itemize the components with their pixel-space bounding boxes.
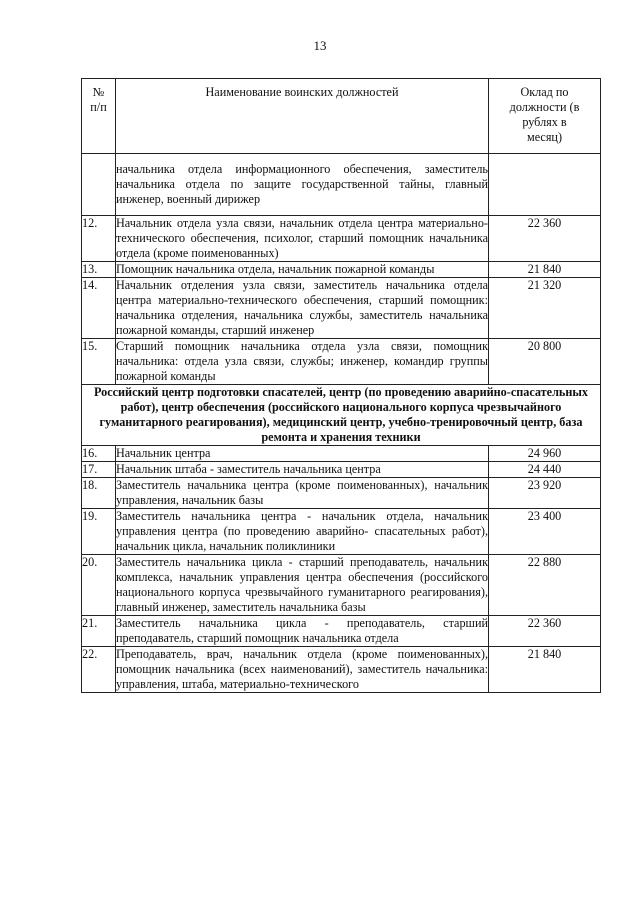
positions-table [81, 78, 601, 693]
table-row [82, 278, 601, 339]
row-salary: 23 920 [489, 478, 601, 509]
row-salary: 21 840 [489, 262, 601, 278]
row-position-name: Начальник штаба - заместитель начальника центра [116, 462, 489, 478]
row-number: 14. [82, 278, 116, 339]
table-row [82, 555, 601, 616]
row-number: 21. [82, 616, 116, 647]
row-position-name: Заместитель начальника цикла - старший преподаватель, начальник комплекса, начальник управления центра обеспечения (российского национального корпуса чрезвычайного гуманитарного реагирования), главный инженер, заместитель начальника базы [116, 555, 488, 614]
row-salary [489, 154, 601, 216]
table-header-row [82, 79, 601, 154]
header-number-text: № п/п [90, 85, 107, 114]
table-row [82, 478, 601, 509]
row-salary: 22 360 [489, 616, 601, 647]
page-number: 13 [313, 38, 327, 53]
row-number: 13. [82, 262, 116, 278]
row-salary: 23 400 [489, 509, 601, 555]
row-number: 20. [82, 555, 116, 616]
row-position-name: Старший помощник начальника отдела узла связи, помощник начальника: отдела узла связи, службы; инженер, командир группы пожарной команды [116, 339, 488, 383]
row-position-name: Помощник начальника отдела, начальник пожарной команды [116, 262, 489, 278]
row-number [82, 154, 116, 216]
header-salary [489, 79, 601, 154]
row-number: 15. [82, 339, 116, 385]
row-position-name: начальника отдела информационного обеспечения, заместитель начальника отдела по защите государственной тайны, главный инженер, военный дирижер [116, 154, 489, 216]
row-salary: 24 440 [489, 462, 601, 478]
header-position-name: Наименование воинских должностей [116, 79, 489, 154]
row-salary: 24 960 [489, 446, 601, 462]
table-row [82, 462, 601, 478]
row-position-name: Начальник отделения узла связи, заместитель начальника отдела центра материально-технического обеспечения, старший помощник: начальника отделения, начальника службы, заместитель начальника пожарной команды, старший инженер [116, 278, 488, 337]
row-number: 18. [82, 478, 116, 509]
header-salary-text: Оклад по должности (в рублях в месяц) [509, 85, 580, 144]
row-salary: 21 840 [489, 647, 601, 693]
row-number: 22. [82, 647, 116, 693]
row-number: 19. [82, 509, 116, 555]
row-number: 16. [82, 446, 116, 462]
table-row [82, 647, 601, 693]
section-title: Российский центр подготовки спасателей, центр (по проведению аварийно-спасательных работ), центр обеспечения (российского национального корпуса чрезвычайного гуманитарного реагирования), медицинский центр, учебно-тренировочный центр, база ремонта и хранения техники [82, 385, 601, 446]
row-position-name: Преподаватель, врач, начальник отдела (кроме поименованных), помощник начальника (всех наименований), заместитель начальника: управления, штаба, материально-технического [116, 647, 488, 691]
row-number: 17. [82, 462, 116, 478]
row-position-name: Начальник центра [116, 446, 489, 462]
section-header-row [82, 385, 601, 446]
row-salary: 22 880 [489, 555, 601, 616]
table-row [82, 446, 601, 462]
row-position-name: Начальник отдела узла связи, начальник отдела центра материально-технического обеспечения, психолог, старший помощник начальника отдела (кроме поименованных) [116, 216, 488, 260]
row-position-name: Заместитель начальника цикла - преподаватель, старший преподаватель, старший помощник начальника отдела [116, 616, 488, 645]
table-row [82, 616, 601, 647]
row-position-name: Заместитель начальника центра - начальник отдела, начальник управления центра (по проведению аварийно- спасательных работ), начальник цикла, начальник поликлиники [116, 509, 488, 553]
table-row [82, 339, 601, 385]
row-position-name: Заместитель начальника центра (кроме поименованных), начальник управления, начальник базы [116, 478, 488, 507]
row-number: 12. [82, 216, 116, 262]
table-row [82, 154, 601, 216]
row-salary: 20 800 [489, 339, 601, 385]
row-salary: 21 320 [489, 278, 601, 339]
table-row [82, 262, 601, 278]
table-row [82, 216, 601, 262]
table-row [82, 509, 601, 555]
row-salary: 22 360 [489, 216, 601, 262]
header-number [82, 79, 116, 154]
